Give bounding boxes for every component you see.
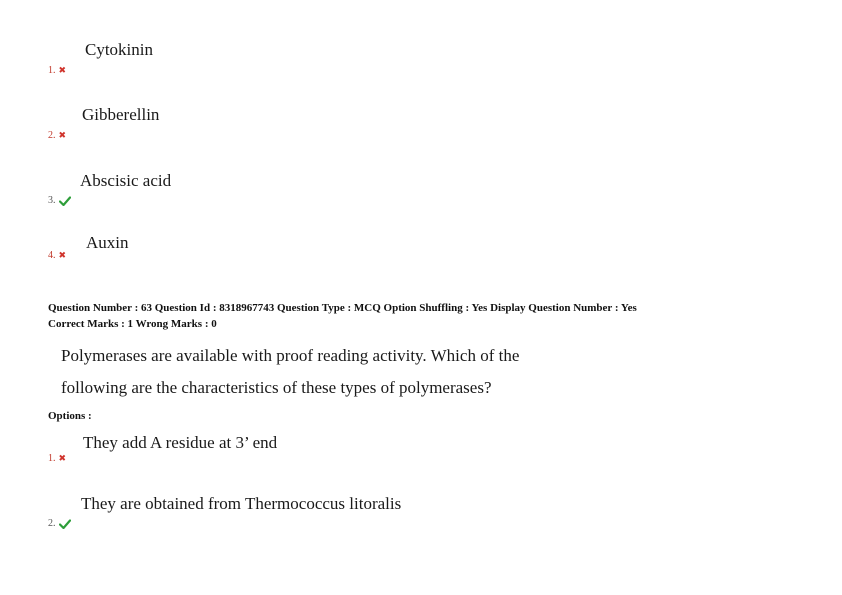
options-label: Options : [48,410,92,422]
cross-icon: ✖ [58,131,67,141]
question-text-line-2: following are the characteristics of these types of polymerases? [61,378,492,397]
prev-option-4-text: Auxin [86,233,129,252]
prev-option-1-number: 1. [48,65,56,76]
option-1-marker [48,453,66,465]
prev-option-3-text: Abscisic acid [80,171,172,190]
cross-icon: ✖ [58,251,67,261]
question-text-line-1: Polymerases are available with proof reading activity. Which of the [61,346,520,365]
option-1-text: They add A residue at 3’ end [83,433,278,452]
prev-option-2-number: 2. [48,130,56,141]
prev-option-1-marker [48,65,66,77]
question-meta-line-2: Correct Marks : 1 Wrong Marks : 0 [48,318,217,330]
question-meta-line-1: Question Number : 63 Question Id : 8318967743 Question Type : MCQ Option Shuffling : Yes Display Question Number : Yes [48,302,637,314]
prev-option-3-number: 3. [48,195,56,206]
option-2-number: 2. [48,518,56,529]
cross-icon: ✖ [58,454,67,464]
prev-option-4-marker [48,250,66,262]
cross-icon: ✖ [58,66,67,76]
prev-option-2-text: Gibberellin [82,105,160,124]
option-2-marker [48,518,71,530]
check-icon [59,196,71,206]
prev-option-1-text: Cytokinin [85,40,154,59]
check-icon [59,519,71,529]
prev-option-3-marker [48,195,71,207]
prev-option-4-number: 4. [48,250,56,261]
option-2-text: They are obtained from Thermococcus litoralis [81,494,402,513]
option-1-number: 1. [48,453,56,464]
prev-option-2-marker [48,130,66,142]
